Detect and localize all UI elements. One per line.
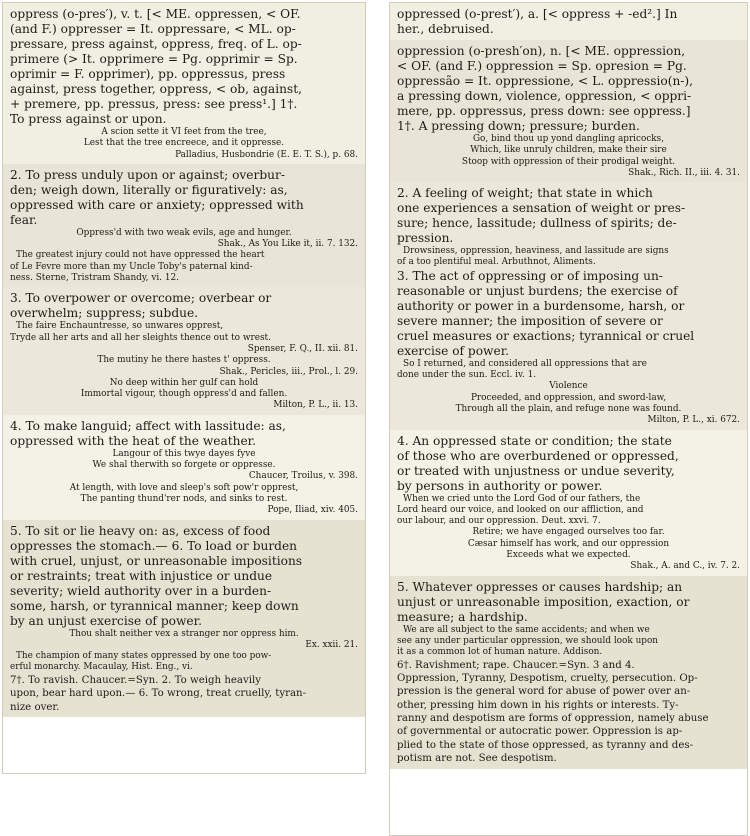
text-line: < OF. (and F.) oppression = Sp. opresion = Pg.	[397, 59, 687, 73]
text-line: potism are not. See despotism.	[397, 753, 557, 765]
page-strip	[3, 164, 365, 287]
citation-block	[397, 134, 740, 179]
text-line: oppressão = It. oppressione, < L. oppressio(n-),	[397, 74, 694, 88]
text-line: pression is the general word for abuse of power over an-	[397, 686, 691, 698]
definition-block	[10, 419, 358, 449]
definition-block	[397, 269, 740, 359]
text-line: Lest that the tree encreece, and it oppresse.	[83, 138, 285, 149]
text-line: of Le Fevre more than my Uncle Toby's paternal kind-	[10, 261, 253, 272]
text-line: Go, bind thou up yond dangling apricocks,	[472, 134, 665, 144]
text-line: mere, pp. oppressus, press down: see oppress.]	[397, 104, 691, 118]
text-line: nize over.	[10, 701, 60, 713]
text-line: Langour of this twye dayes fyve	[112, 448, 256, 459]
text-line: severity; wield authority over in a burden-	[10, 583, 272, 598]
text-line: oppress (o-pres′), v. t. [< ME. oppressen, < OF.	[10, 7, 301, 21]
text-line: our labour, and our oppression. Deut. xxvi. 7.	[397, 516, 601, 527]
text-line: Violence	[549, 381, 588, 392]
text-line: done under the sun. Eccl. iv. 1.	[397, 370, 537, 381]
text-line: The champion of many states oppressed by one too pow-	[16, 651, 272, 662]
definition-block	[10, 524, 358, 629]
text-line: At length, with love and sleep's soft pow'r opprest,	[69, 482, 299, 493]
text-line: 2. A feeling of weight; that state in which	[397, 186, 653, 201]
text-line: oppresses the stomach.— 6. To load or burden	[10, 538, 298, 553]
text-line: ranny and despotism are forms of oppression, namely abuse	[397, 713, 709, 725]
definition-block	[397, 580, 740, 625]
citation-block	[10, 629, 358, 674]
definition-block	[10, 7, 358, 127]
text-line: No deep within her gulf can hold	[109, 377, 259, 388]
text-line: authority or power in a burdensome, harsh, or	[397, 298, 685, 313]
text-line: A scion sette it VI feet from the tree,	[101, 127, 267, 137]
page-strip	[390, 40, 747, 182]
text-line: oppressed with care or anxiety; oppressed with	[10, 197, 304, 212]
text-line: reasonable or unjust burdens; the exercise of	[397, 283, 678, 298]
text-line: To press against or upon.	[10, 112, 167, 126]
text-line: Cæsar himself has work, and our oppression	[467, 538, 670, 549]
text-line: pressare, press against, oppress, freq. of L. op-	[10, 37, 302, 51]
text-line: see any under particular oppression, we should look upon	[397, 635, 659, 646]
text-line: upon, bear hard upon.— 6. To wrong, treat cruelly, tyran-	[10, 688, 307, 700]
text-line: 5. To sit or lie heavy on: as, excess of food	[10, 523, 271, 538]
text-line: Immortal vigour, though oppress'd and fallen.	[80, 389, 288, 400]
text-line: Lord heard our voice, and looked on our affliction, and	[397, 504, 644, 515]
text-line: Proceeded, and oppression, and sword-law,	[470, 392, 667, 403]
page-strip	[3, 3, 365, 164]
definition-block	[397, 434, 740, 494]
text-line: by persons in authority or power.	[397, 478, 603, 493]
text-line: The panting thund'rer nods, and sinks to rest.	[80, 493, 288, 504]
text-line: The mutiny he there hastes t' oppress.	[97, 355, 271, 366]
text-line: with cruel, unjust, or unreasonable impositions	[10, 553, 303, 568]
text-line: We are all subject to the same accidents; and when we	[403, 624, 650, 635]
text-line: cruel measures or exactions; tyrannical or cruel	[397, 328, 695, 343]
text-line: 6†. Ravishment; rape. Chaucer.=Syn. 3 and 4.	[397, 659, 635, 671]
definition-block	[397, 659, 740, 766]
text-line: Shak., As You Like it, ii. 7. 132.	[217, 239, 358, 250]
text-line: ness. Sterne, Tristram Shandy, vi. 12.	[10, 273, 179, 284]
text-line: pression.	[397, 231, 454, 246]
citation-block	[397, 625, 740, 659]
text-line: Oppression, Tyranny, Despotism, cruelty, persecution. Op-	[397, 672, 698, 684]
text-line: her., debruised.	[397, 22, 494, 36]
text-line: by an unjust exercise of power.	[10, 613, 202, 628]
text-line: fear.	[10, 212, 38, 227]
text-line: unjust or unreasonable imposition, exaction, or	[397, 594, 690, 609]
citation-block	[397, 494, 740, 573]
text-line: of governmental or autocratic power. Oppression is ap-	[397, 726, 683, 738]
text-line: The faire Enchauntresse, so unwares opprest,	[16, 321, 224, 332]
definition-block	[10, 291, 358, 321]
page-strip	[390, 182, 747, 429]
text-line: Milton, P. L., xi. 672.	[647, 415, 740, 426]
text-line: 4. To make languid; affect with lassitude: as,	[10, 418, 286, 433]
text-line: Drowsiness, oppression, heaviness, and lassitude are signs	[403, 246, 669, 257]
text-line: one experiences a sensation of weight or pres-	[397, 201, 686, 216]
citation-block	[10, 228, 358, 284]
text-line: 3. To overpower or overcome; overbear or	[10, 291, 272, 306]
text-line: Retire; we have engaged ourselves too far.	[472, 527, 665, 538]
text-line: oprimir = F. opprimer), pp. oppressus, press	[10, 67, 286, 81]
text-line: Shak., Rich. II., iii. 4. 31.	[628, 167, 740, 178]
text-line: of a too plentiful meal. Arbuthnot, Aliments.	[397, 257, 596, 268]
text-line: oppressed with the heat of the weather.	[10, 433, 257, 448]
page-strip	[390, 430, 747, 576]
page-strip	[390, 576, 747, 769]
citation-block	[10, 127, 358, 161]
citation-block	[10, 449, 358, 517]
text-line: Palladius, Husbondrie (E. E. T. S.), p. 68.	[175, 149, 358, 160]
definition-block	[10, 674, 358, 714]
text-line: other, pressing him down in his rights or interests. Ty-	[397, 699, 679, 711]
citation-block	[397, 359, 740, 427]
text-line: it as a common lot of human nature. Addison.	[397, 647, 603, 658]
text-line: Oppress'd with two weak evils, age and hunger.	[76, 227, 292, 238]
text-line: Chaucer, Troilus, v. 398.	[248, 471, 358, 482]
definition-block	[397, 186, 740, 246]
text-line: Shak., A. and C., iv. 7. 2.	[630, 561, 740, 572]
text-line: some, harsh, or tyrannical manner; keep down	[10, 598, 299, 613]
text-line: 7†. To ravish. Chaucer.=Syn. 2. To weigh heavily	[10, 674, 262, 686]
text-line: Stoop with oppression of their prodigal weight.	[461, 156, 676, 167]
text-line: + premere, pp. pressus, press: see press¹.] 1†.	[10, 97, 298, 111]
text-line: measure; a hardship.	[397, 609, 528, 624]
text-line: a pressing down, violence, oppression, < oppri-	[397, 89, 692, 103]
text-line: When we cried unto the Lord God of our fathers, the	[403, 493, 641, 504]
text-line: severe manner; the imposition of severe or	[397, 313, 663, 328]
text-line: (and F.) oppresser = It. oppressare, < ML. op-	[10, 22, 296, 36]
text-line: Spenser, F. Q., II. xii. 81.	[247, 343, 358, 354]
text-line: Exceeds what we expected.	[506, 550, 631, 561]
text-line: Pope, Iliad, xiv. 405.	[267, 505, 358, 516]
text-line: The greatest injury could not have oppressed the heart	[16, 250, 265, 261]
text-line: overwhelm; suppress; subdue.	[10, 306, 199, 321]
text-line: exercise of power.	[397, 343, 510, 358]
text-line: Tryde all her arts and all her sleights thence out to wrest.	[10, 332, 271, 343]
page-strip	[3, 415, 365, 520]
left-column	[2, 2, 366, 774]
text-line: Thou shalt neither vex a stranger nor oppress him.	[69, 628, 299, 639]
definition-block	[397, 44, 740, 134]
text-line: 4. An oppressed state or condition; the state	[397, 433, 672, 448]
page-strip	[390, 3, 747, 40]
text-line: 1†. A pressing down; pressure; burden.	[397, 119, 640, 133]
page-strip	[3, 287, 365, 414]
text-line: against, press together, oppress, < ob, against,	[10, 82, 302, 96]
text-line: oppressed (o-prest′), a. [< oppress + -ed².] In	[397, 7, 678, 21]
text-line: So I returned, and considered all oppressions that are	[403, 358, 647, 369]
text-line: Ex. xxii. 21.	[305, 639, 358, 650]
text-line: sure; hence, lassitude; dullness of spirits; de-	[397, 216, 677, 231]
text-line: plied to the state of those oppressed, as tyranny and des-	[397, 739, 694, 751]
citation-block	[10, 321, 358, 411]
text-line: or treated with unjustness or undue severity,	[397, 463, 675, 478]
text-line: 2. To press unduly upon or against; overbur-	[10, 167, 285, 182]
text-line: 5. Whatever oppresses or causes hardship; an	[397, 579, 683, 594]
text-line: oppression (o-presh′on), n. [< ME. oppression,	[397, 44, 686, 58]
definition-block	[397, 7, 740, 37]
text-line: Shak., Pericles, iii., Prol., l. 29.	[219, 366, 358, 377]
text-line: We shal therwith so forgete or oppresse.	[92, 460, 276, 471]
text-line: den; weigh down, literally or figuratively: as,	[10, 182, 288, 197]
text-line: of those who are overburdened or oppressed,	[397, 448, 679, 463]
text-line: erful monarchy. Macaulay, Hist. Eng., vi.	[10, 662, 193, 673]
page-strip	[3, 520, 365, 717]
text-line: Through all the plain, and refuge none was found.	[455, 403, 682, 414]
text-line: or restraints; treat with injustice or undue	[10, 568, 273, 583]
text-line: Milton, P. L., ii. 13.	[273, 400, 358, 411]
citation-block	[397, 246, 740, 269]
text-line: Which, like unruly children, make their sire	[470, 145, 667, 156]
text-line: primere (> It. opprimere = Pg. opprimir = Sp.	[10, 52, 298, 66]
right-column	[389, 2, 748, 836]
text-line: 3. The act of oppressing or of imposing un-	[397, 268, 663, 283]
definition-block	[10, 168, 358, 228]
